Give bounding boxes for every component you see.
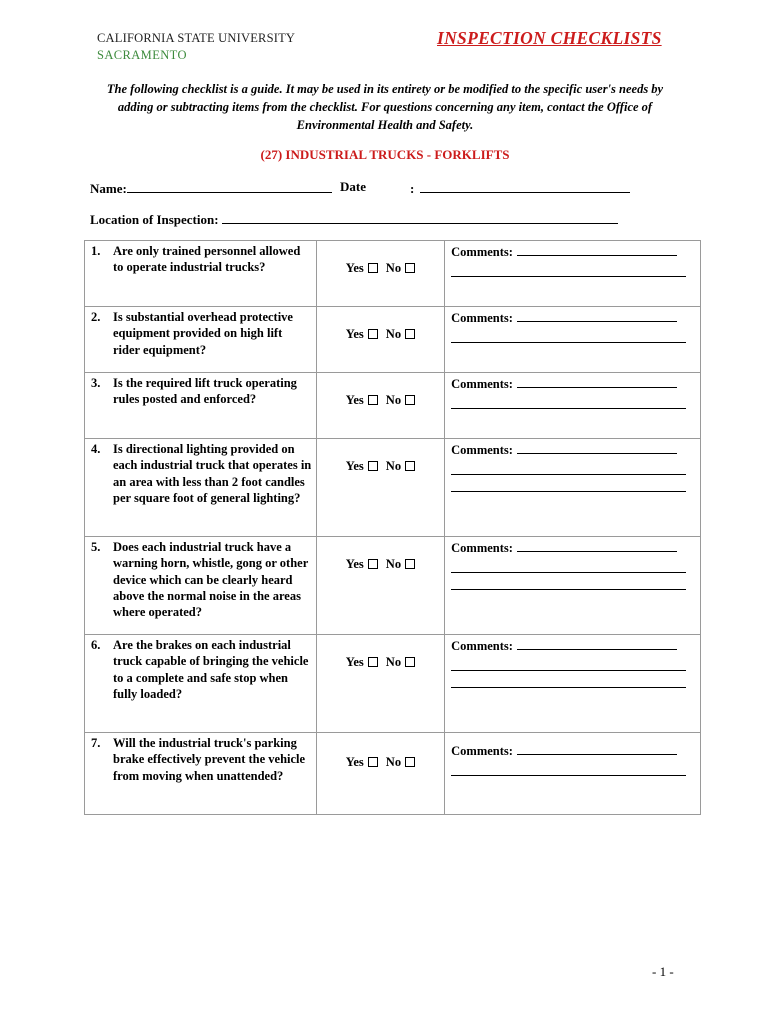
comments-field[interactable] — [451, 441, 700, 458]
answer-cell — [316, 635, 444, 733]
yes-label: Yes — [345, 754, 364, 769]
question-text: Are the brakes on each industrial truck capable of bringing the vehicle to a complete and safe stop when fully loaded? — [113, 638, 309, 701]
no-checkbox[interactable] — [405, 757, 415, 767]
answer-cell — [316, 439, 444, 537]
yes-label: Yes — [345, 260, 364, 275]
comments-label: Comments: — [451, 541, 513, 555]
checklist-row — [85, 373, 701, 439]
question-text: Is substantial overhead protective equipment provided on high lift rider equipment? — [113, 310, 293, 357]
comment-blank-line[interactable] — [451, 687, 686, 688]
no-checkbox[interactable] — [405, 263, 415, 273]
question-number: 4. — [91, 442, 101, 456]
no-label: No — [385, 654, 402, 669]
comment-blank-line[interactable] — [451, 491, 686, 492]
yes-checkbox[interactable] — [368, 329, 378, 339]
name-field[interactable] — [90, 179, 332, 197]
question-cell — [85, 635, 317, 733]
document-title: INSPECTION CHECKLISTS — [437, 28, 662, 48]
comment-blank-line[interactable] — [451, 589, 686, 590]
comments-cell — [445, 307, 701, 373]
checklist-row — [85, 733, 701, 815]
question-cell — [85, 733, 317, 815]
no-checkbox[interactable] — [405, 559, 415, 569]
page-number: - 1 - — [652, 964, 674, 979]
yes-checkbox[interactable] — [368, 559, 378, 569]
question-text: Does each industrial truck have a warning horn, whistle, gong or other device which can be clearly heard above the normal noise in the areas where operated? — [113, 540, 309, 620]
comments-label: Comments: — [451, 744, 513, 758]
no-checkbox[interactable] — [405, 657, 415, 667]
comment-underline[interactable] — [517, 637, 677, 650]
comment-underline[interactable] — [517, 243, 677, 256]
date-underline[interactable] — [420, 179, 630, 193]
question-cell — [85, 307, 317, 373]
question-number: 6. — [91, 638, 101, 652]
yes-label: Yes — [345, 326, 364, 341]
yes-label: Yes — [345, 654, 364, 669]
question-number: 7. — [91, 736, 101, 750]
name-underline[interactable] — [127, 179, 332, 193]
yes-label: Yes — [345, 556, 364, 571]
checklist-row — [85, 241, 701, 307]
question-text: Will the industrial truck's parking brake effectively prevent the vehicle from moving when unattended? — [113, 736, 306, 783]
comment-underline[interactable] — [517, 375, 677, 388]
yes-checkbox[interactable] — [368, 757, 378, 767]
university-line2: SACRAMENTO — [97, 48, 187, 62]
question-text: Are only trained personnel allowed to operate industrial trucks? — [113, 244, 301, 275]
no-label: No — [385, 326, 402, 341]
no-label: No — [385, 392, 402, 407]
university-line1: CALIFORNIA STATE UNIVERSITY — [97, 31, 296, 45]
name-label: Name: — [90, 181, 127, 196]
answer-cell — [316, 241, 444, 307]
question-cell — [85, 241, 317, 307]
comments-field[interactable] — [451, 742, 700, 759]
comments-label: Comments: — [451, 377, 513, 391]
no-label: No — [385, 260, 402, 275]
no-label: No — [385, 556, 402, 571]
answer-cell — [316, 733, 444, 815]
answer-cell — [316, 373, 444, 439]
comments-cell — [445, 373, 701, 439]
comments-cell — [445, 733, 701, 815]
comments-cell — [445, 537, 701, 635]
question-number: 5. — [91, 540, 101, 554]
comments-field[interactable] — [451, 375, 700, 392]
section-title: (27) INDUSTRIAL TRUCKS - FORKLIFTS — [260, 147, 510, 162]
answer-cell — [316, 537, 444, 635]
question-number: 1. — [91, 244, 101, 258]
yes-label: Yes — [345, 392, 364, 407]
question-cell — [85, 373, 317, 439]
question-number: 2. — [91, 310, 101, 324]
no-checkbox[interactable] — [405, 395, 415, 405]
yes-checkbox[interactable] — [368, 657, 378, 667]
comments-field[interactable] — [451, 309, 700, 326]
date-label: Date — [340, 179, 366, 194]
comment-blank-line[interactable] — [451, 572, 686, 573]
checklist-row — [85, 439, 701, 537]
question-cell — [85, 439, 317, 537]
checklist-row — [85, 537, 701, 635]
comments-field[interactable] — [451, 243, 700, 260]
no-checkbox[interactable] — [405, 329, 415, 339]
comment-underline[interactable] — [517, 441, 677, 454]
no-label: No — [385, 458, 402, 473]
question-cell — [85, 537, 317, 635]
comment-blank-line[interactable] — [451, 342, 686, 343]
location-underline[interactable] — [222, 210, 618, 224]
location-label: Location of Inspection: — [90, 212, 219, 227]
comment-blank-line[interactable] — [451, 276, 686, 277]
answer-cell — [316, 307, 444, 373]
comments-field[interactable] — [451, 637, 700, 654]
comments-cell — [445, 635, 701, 733]
comments-field[interactable] — [451, 539, 700, 556]
comment-blank-line[interactable] — [451, 474, 686, 475]
comments-label: Comments: — [451, 245, 513, 259]
university-name — [97, 30, 295, 64]
comments-label: Comments: — [451, 639, 513, 653]
comment-blank-line[interactable] — [451, 408, 686, 409]
comment-underline[interactable] — [517, 539, 677, 552]
location-field[interactable] — [90, 210, 618, 228]
question-text: Is directional lighting provided on each industrial truck that operates in an area with less than 2 foot candles per square foot of general lighting? — [113, 442, 312, 505]
yes-label: Yes — [345, 458, 364, 473]
date-field[interactable] — [410, 179, 630, 197]
comments-label: Comments: — [451, 443, 513, 457]
comments-label: Comments: — [451, 311, 513, 325]
question-number: 3. — [91, 376, 101, 390]
comments-cell — [445, 439, 701, 537]
no-label: No — [385, 754, 402, 769]
yes-checkbox[interactable] — [368, 263, 378, 273]
question-text: Is the required lift truck operating rules posted and enforced? — [113, 376, 297, 407]
yes-checkbox[interactable] — [368, 461, 378, 471]
no-checkbox[interactable] — [405, 461, 415, 471]
checklist-table — [84, 240, 701, 815]
intro-paragraph: The following checklist is a guide. It may be used in its entirety or be modified to the specific user's needs by adding or subtracting items from the checklist. For questions concerning any item, contact the Office of Environmental Health and Safety. — [106, 82, 664, 132]
comment-blank-line[interactable] — [451, 670, 686, 671]
date-colon: : — [410, 181, 415, 196]
comment-blank-line[interactable] — [451, 775, 686, 776]
checklist-row — [85, 307, 701, 373]
checklist-row — [85, 635, 701, 733]
comment-underline[interactable] — [517, 309, 677, 322]
comment-underline[interactable] — [517, 742, 677, 755]
yes-checkbox[interactable] — [368, 395, 378, 405]
comments-cell — [445, 241, 701, 307]
